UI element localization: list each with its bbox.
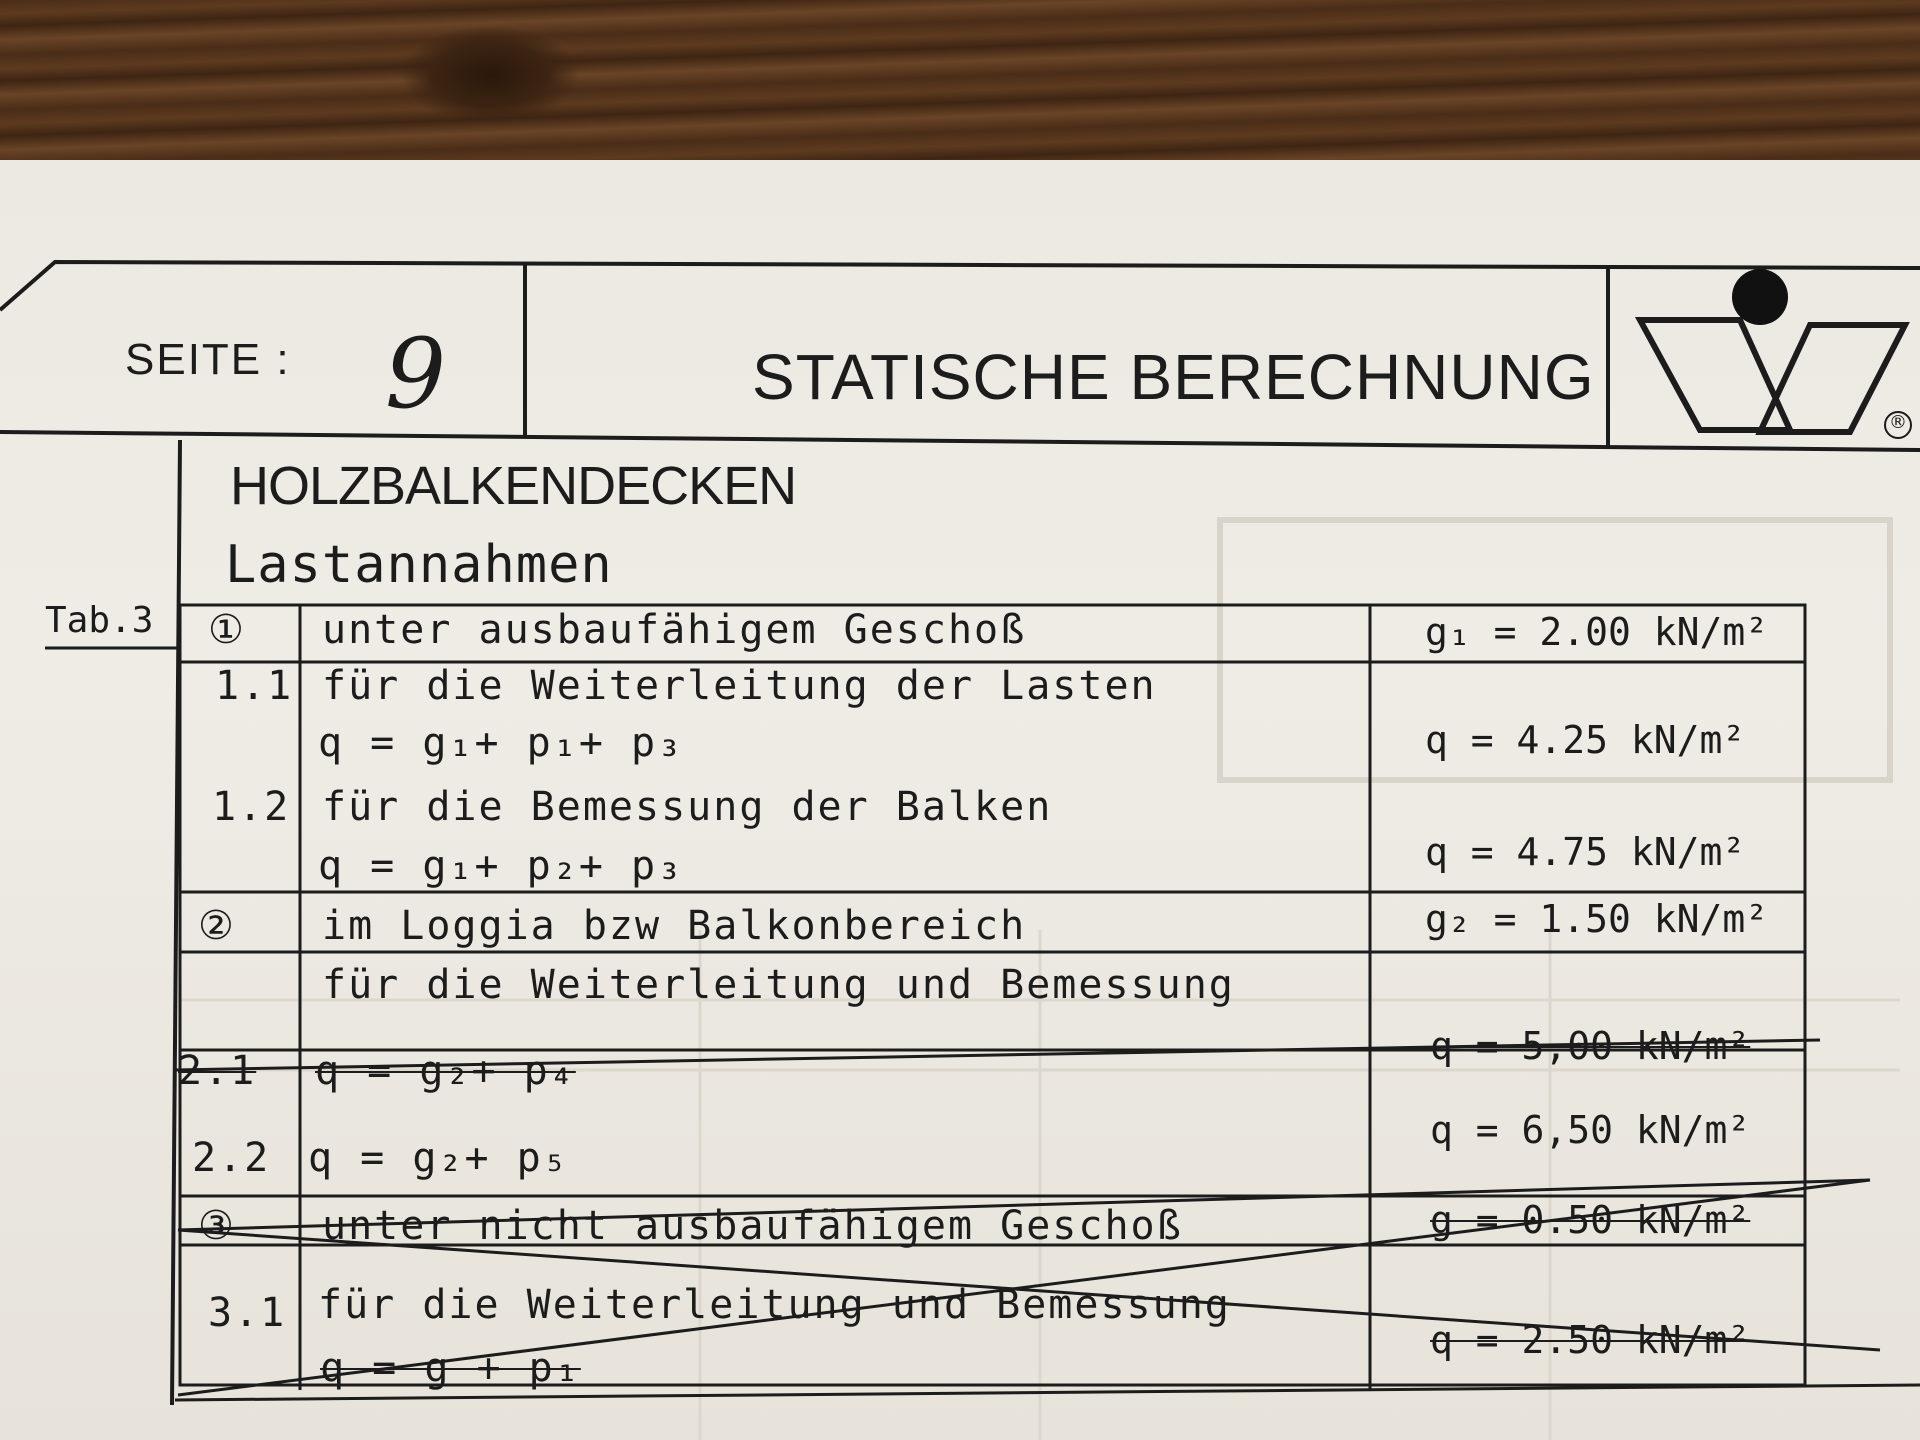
row-value: q = 2.50 kN/m²: [1430, 1318, 1751, 1362]
row-text: für die Weiterleitung der Lasten: [322, 663, 1157, 709]
row-text: für die Weiterleitung und Bemessung: [322, 962, 1235, 1008]
page-label: SEITE :: [125, 335, 291, 384]
row-text: unter ausbaufähigem Geschoß: [322, 607, 1027, 653]
row-text: unter nicht ausbaufähigem Geschoß: [322, 1203, 1183, 1249]
formula: q = g₂+ p₄: [315, 1048, 576, 1094]
row-number: 2.2: [192, 1135, 271, 1181]
ink-blot: [1732, 269, 1788, 325]
row-value: q = 4.75 kN/m²: [1425, 830, 1746, 874]
row-number: ②: [198, 903, 236, 949]
document-title: STATISCHE BERECHNUNG: [752, 341, 1595, 413]
company-logo: [1640, 320, 1905, 432]
row-value: g₁ = 2.00 kN/m²: [1425, 610, 1769, 654]
row-value: q = 4.25 kN/m²: [1425, 718, 1746, 762]
row-text: für die Weiterleitung und Bemessung: [318, 1282, 1231, 1328]
table-label: Tab.3: [45, 600, 154, 641]
row-value: q = 6,50 kN/m²: [1430, 1108, 1751, 1152]
row-number: 2.1: [178, 1048, 257, 1094]
row-text: im Loggia bzw Balkonbereich: [322, 903, 1027, 949]
formula: q = g₂+ p₅: [308, 1135, 569, 1181]
formula: q = g₁+ p₁+ p₃: [318, 720, 684, 766]
row-value: q = 5,00 kN/m²: [1430, 1024, 1751, 1068]
formula: q = g₁+ p₂+ p₃: [318, 843, 684, 889]
formula: q = g + p₁: [320, 1345, 581, 1391]
section-subheading: Lastannahmen: [225, 535, 613, 595]
row-number: ①: [208, 607, 246, 653]
row-text: für die Bemessung der Balken: [322, 784, 1053, 830]
row-value: g₂ = 1.50 kN/m²: [1425, 897, 1769, 941]
row-value: g = 0.50 kN/m²: [1430, 1198, 1751, 1242]
row-number: ③: [198, 1203, 236, 1249]
row-number: 3.1: [208, 1290, 287, 1336]
page-number: 9: [385, 318, 447, 430]
row-number: 1.1: [215, 663, 294, 709]
registered-mark: ®: [1889, 412, 1907, 433]
row-number: 1.2: [212, 784, 291, 830]
section-heading: HOLZBALKENDECKEN: [230, 456, 797, 516]
